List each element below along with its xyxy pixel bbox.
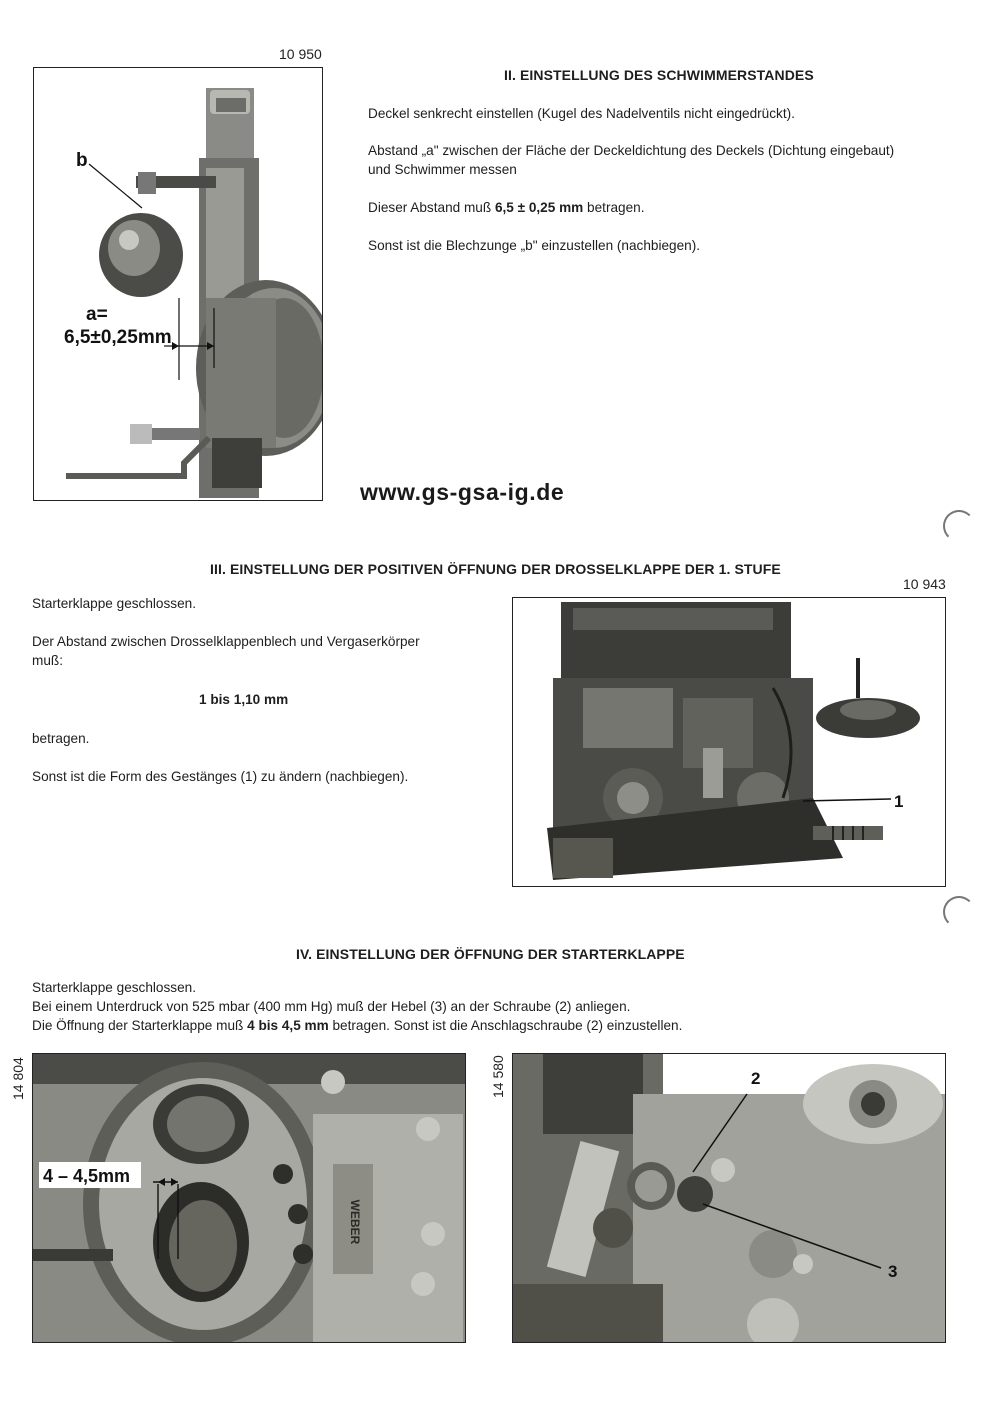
paragraph: Sonst ist die Blechzunge „b" einzustellen (nachbiegen). <box>368 238 701 253</box>
label-a: a= <box>86 304 108 325</box>
paragraph-line: muß: <box>32 653 63 668</box>
weber-stamp: WEBER <box>348 1199 362 1245</box>
figure-number: 14 580 <box>490 1055 506 1098</box>
throttle-linkage-photo <box>512 597 946 887</box>
paragraph-line <box>32 1016 962 1035</box>
paragraph <box>32 632 472 670</box>
paragraph: Sonst ist die Form des Gestänges (1) zu ändern (nachbiegen). <box>32 769 409 784</box>
callout-1: 1 <box>894 792 904 811</box>
paragraph-line: und Schwimmer messen <box>368 162 517 177</box>
paragraph-line: Abstand „a" zwischen der Fläche der Deckeldichtung des Deckels (Dichtung eingebaut) <box>368 143 895 158</box>
float-level-photo <box>33 67 323 501</box>
paragraph-line: Bei einem Unterdruck von 525 mbar (400 mm Hg) muß der Hebel (3) an der Schraube (2) anliegen. <box>32 999 631 1014</box>
float-level-photo-art <box>34 68 322 500</box>
stop-screw-photo-art <box>513 1054 945 1342</box>
section-heading: IV. EINSTELLUNG DER ÖFFNUNG DER STARTERKLAPPE <box>296 946 685 962</box>
paragraph: Deckel senkrecht einstellen (Kugel des Nadelventils nicht eingedrückt). <box>368 106 795 121</box>
label-b: b <box>76 150 88 171</box>
choke-opening-photo <box>32 1053 466 1343</box>
punch-hole-mark <box>943 510 975 542</box>
text-segment: Die Öffnung der Starterklappe muß <box>32 1018 244 1033</box>
section-heading: II. EINSTELLUNG DES SCHWIMMERSTANDES <box>504 67 814 83</box>
text-segment: betragen. <box>587 200 645 215</box>
dimension-label: 6,5±0,25mm <box>64 327 172 348</box>
paragraph: Starterklappe geschlossen. <box>32 596 196 611</box>
text-segment: Dieser Abstand muß <box>368 200 492 215</box>
paragraph <box>368 198 938 217</box>
callout-3: 3 <box>888 1262 898 1281</box>
callout-2: 2 <box>751 1069 761 1088</box>
website-watermark: www.gs-gsa-ig.de <box>360 479 565 505</box>
paragraph <box>368 141 948 179</box>
figure-number: 10 943 <box>903 576 946 592</box>
value-bold: 6,5 ± 0,25 mm <box>494 200 584 215</box>
value-bold: 4 bis 4,5 mm <box>247 1018 329 1033</box>
punch-hole-mark <box>943 896 975 928</box>
dimension-label: 4 – 4,5mm <box>43 1166 131 1186</box>
choke-opening-photo-art <box>33 1054 465 1342</box>
text-segment: betragen. Sonst ist die Anschlagschraube (2) einzustellen. <box>332 1018 683 1033</box>
paragraph-line: Der Abstand zwischen Drosselklappenblech und Vergaserkörper <box>32 634 420 649</box>
figure-number: 14 804 <box>10 1057 26 1100</box>
paragraph <box>32 978 962 1035</box>
paragraph: betragen. <box>32 731 90 746</box>
value-bold: 1 bis 1,10 mm <box>199 692 289 707</box>
stop-screw-photo <box>512 1053 946 1343</box>
figure-number: 10 950 <box>279 46 322 62</box>
throttle-linkage-photo-art <box>513 598 945 886</box>
paragraph-line: Starterklappe geschlossen. <box>32 980 196 995</box>
section-heading: III. EINSTELLUNG DER POSITIVEN ÖFFNUNG DER DROSSELKLAPPE DER 1. STUFE <box>210 561 781 577</box>
